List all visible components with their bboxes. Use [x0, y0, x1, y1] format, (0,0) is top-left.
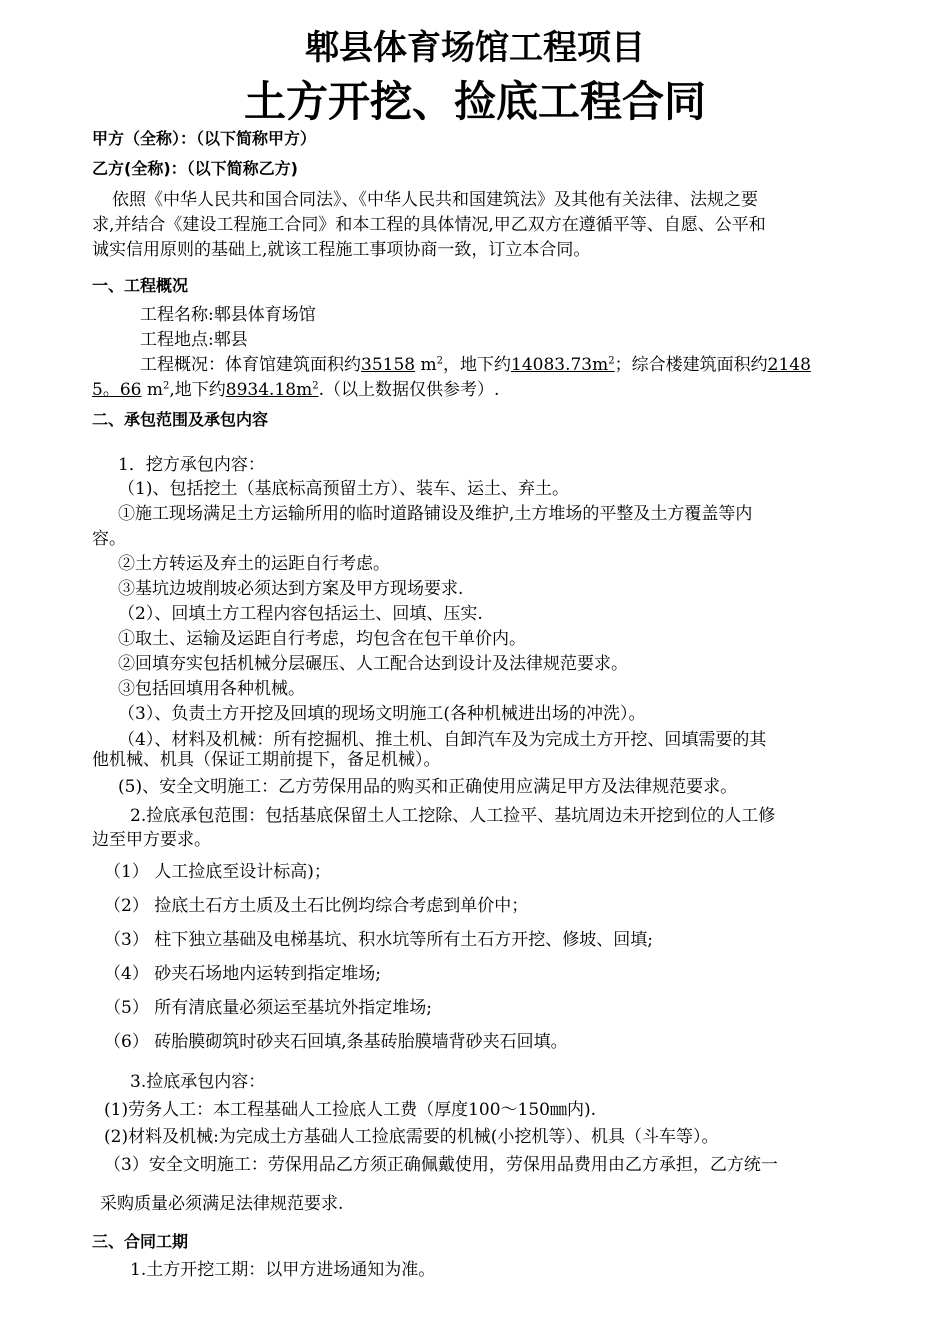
- section-heading-scope: 二、承包范围及承包内容: [92, 410, 269, 429]
- clause-line: （4）、材料及机械：所有挖掘机、推土机、自卸汽车及为完成土方开挖、回填需要的其: [118, 730, 767, 750]
- complex-area-value-part2: 5。66: [92, 380, 142, 400]
- complex-underground-value: [226, 380, 319, 400]
- clause-line: ②土方转运及弃土的运距自行考虑。: [118, 554, 390, 574]
- project-overview-line-2: [92, 379, 499, 401]
- clause-line: ①取土、运输及运距自行考虑，均包含在包干单价内。: [118, 629, 526, 649]
- project-overview-line: [140, 354, 811, 376]
- clause-line: (2)材料及机械:为完成土方基础人工捡底需要的机械(小挖机等）、机具（斗车等）。: [104, 1127, 719, 1147]
- clause-line: ③包括回填用各种机械。: [118, 679, 305, 699]
- clause-line: （3）、负责土方开挖及回填的现场文明施工(各种机械进出场的冲洗）。: [118, 704, 646, 724]
- party-b: 乙方(全称)：（以下简称乙方): [92, 159, 298, 178]
- clause-line: （1） 人工捡底至设计标高)；: [104, 862, 331, 882]
- unit-sup: 2: [608, 355, 615, 367]
- unit-sup: 2: [436, 355, 443, 367]
- clause-line: （5） 所有清底量必须运至基坑外指定堆场;: [104, 998, 432, 1018]
- project-title: 郫县体育场馆工程项目: [305, 28, 645, 68]
- clause-line: 容。: [92, 529, 126, 549]
- clause-line: 采购质量必须满足法律规范要求.: [100, 1194, 344, 1214]
- section-heading-duration: 三、合同工期: [92, 1232, 189, 1251]
- clause-line: 3.捡底承包内容：: [130, 1072, 266, 1092]
- party-a: 甲方（全称）：（以下简称甲方）: [92, 129, 317, 148]
- clause-line: (5)、安全文明施工：乙方劳保用品的购买和正确使用应满足甲方及法律规范要求。: [118, 777, 738, 797]
- overview-text: 工程概况：体育馆建筑面积约: [140, 355, 361, 375]
- preamble-line: 诚实信用原则的基础上,就该工程施工事项协商一致，订立本合同。: [92, 240, 591, 260]
- overview-text: ；综合楼建筑面积约: [614, 355, 768, 375]
- overview-text: ，地下约: [443, 355, 511, 375]
- clause-line: （6） 砖胎膜砌筑时砂夹石回填,条基砖胎膜墙背砂夹石回填。: [104, 1032, 568, 1052]
- clause-line: ①施工现场满足土方运输所用的临时道路铺设及维护,土方堆场的平整及土方覆盖等内: [118, 504, 753, 524]
- clause-line: 1.土方开挖工期：以甲方进场通知为准。: [130, 1260, 436, 1280]
- section-heading-overview: 一、工程概况: [92, 276, 189, 295]
- gym-area-value: 35158: [361, 355, 416, 375]
- overview-text: .（以上数据仅供参考）.: [318, 380, 500, 400]
- clause-line: ②回填夯实包括机械分层碾压、人工配合达到设计及法律规范要求。: [118, 654, 628, 674]
- project-location: 工程地点:郫县: [140, 330, 248, 350]
- preamble-line: 依照《中华人民共和国合同法》、《中华人民共和国建筑法》及其他有关法律、法规之要: [112, 190, 758, 210]
- complex-area-value-part1: 2148: [767, 355, 811, 375]
- clause-line: （4） 砂夹石场地内运转到指定堆场;: [104, 964, 381, 984]
- unit-text: m: [141, 380, 163, 400]
- complex-underground-number: 8934.18m: [225, 380, 313, 400]
- clause-line: （2） 捡底土石方土质及土石比例均综合考虑到单价中；: [104, 896, 529, 916]
- clause-line: (1)劳务人工：本工程基础人工捡底人工费（厚度100～150㎜内).: [104, 1100, 597, 1120]
- clause-line: 边至甲方要求。: [92, 830, 211, 850]
- clause-line: 2.捡底承包范围：包括基底保留土人工挖除、人工捡平、基坑周边未开挖到位的人工修: [130, 806, 776, 826]
- clause-line: （1)、包括挖土（基底标高预留土方）、装车、运土、弃土。: [118, 479, 569, 499]
- gym-underground-number: 14083.73m: [511, 355, 609, 375]
- unit-sup: 2: [162, 380, 170, 392]
- clause-line: ③基坑边坡削坡必须达到方案及甲方现场要求.: [118, 579, 464, 599]
- clause-line: 1．挖方承包内容：: [118, 455, 265, 475]
- clause-line: 他机械、机具（保证工期前提下，备足机械）。: [92, 750, 441, 770]
- clause-line: （2）、回填土方工程内容包括运土、回填、压实.: [118, 604, 483, 624]
- project-name: 工程名称:郫县体育场馆: [140, 305, 316, 325]
- clause-line: （3） 柱下独立基础及电梯基坑、积水坑等所有土石方开挖、修坡、回填;: [104, 930, 653, 950]
- unit-text: m: [415, 355, 437, 375]
- contract-title: 土方开挖、捡底工程合同: [243, 77, 706, 126]
- unit-sup: 2: [312, 380, 319, 392]
- gym-underground-value: [511, 355, 615, 375]
- overview-text: ,地下约: [169, 380, 226, 400]
- preamble-line: 求,并结合《建设工程施工合同》和本工程的具体情况,甲乙双方在遵循平等、自愿、公平和: [92, 215, 766, 235]
- clause-line: （3）安全文明施工：劳保用品乙方须正确佩戴使用，劳保用品费用由乙方承担，乙方统一: [104, 1155, 778, 1175]
